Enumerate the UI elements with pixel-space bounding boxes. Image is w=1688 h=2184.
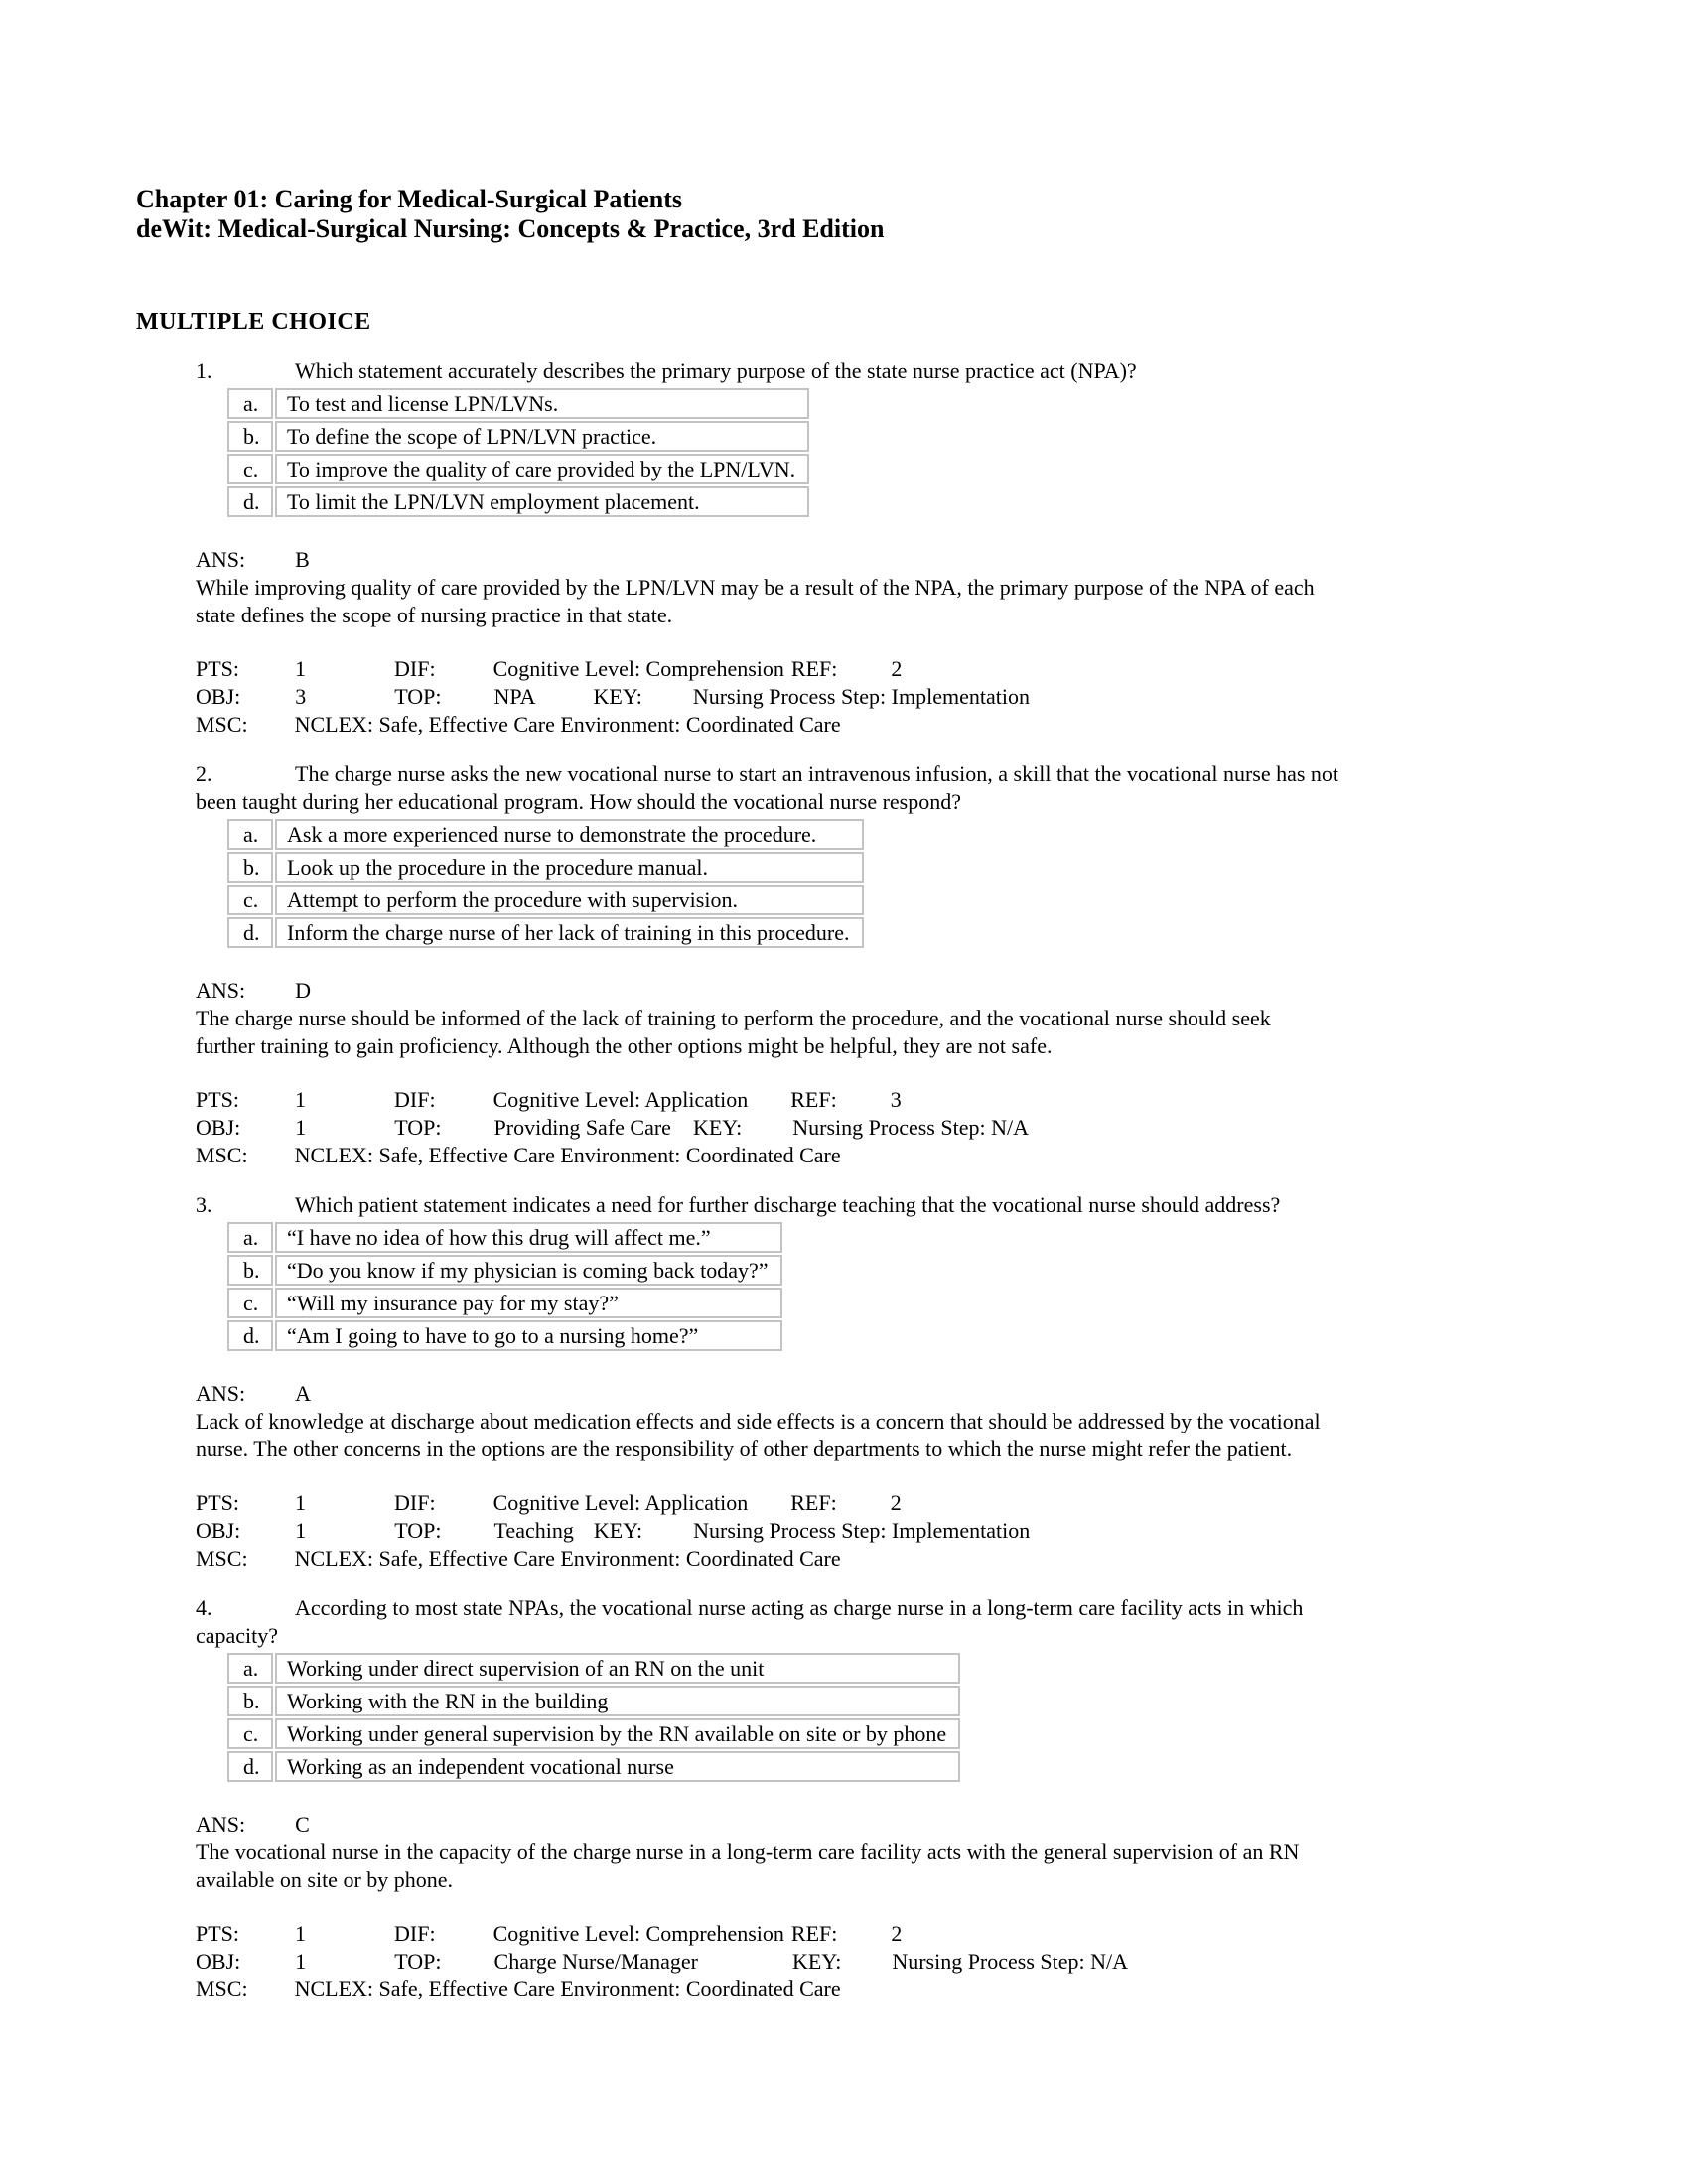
meta-value: Nursing Process Step: Implementation [692,684,1030,709]
question-text: Which statement accurately describes the primary purpose of the state nurse practice act (NPA)? [295,358,1137,383]
option-text: Inform the charge nurse of her lack of training in this procedure. [275,917,864,948]
option-text: To limit the LPN/LVN employment placement. [275,486,809,517]
option-row [227,819,864,850]
rationale [196,1005,1549,1060]
meta-block [196,1086,1549,1169]
meta-label: TOP: [394,1115,442,1140]
section-heading: MULTIPLE CHOICE [136,309,371,335]
option-row [227,421,809,452]
option-text: “I have no idea of how this drug will affect me.” [275,1222,782,1253]
meta-label: MSC: [196,1143,248,1167]
rationale-line: The vocational nurse in the capacity of the charge nurse in a long-term care facility acts with the general supervision of an RN [196,1840,1300,1864]
meta-line [196,1948,1549,1976]
meta-label: PTS: [196,1921,240,1946]
meta-label: DIF: [394,1087,436,1112]
answer-line [196,546,1549,574]
meta-line [196,683,1549,711]
meta-block [196,1920,1549,2003]
rationale-line: The charge nurse should be informed of the lack of training to perform the procedure, and the vocational nurse should seek [196,1006,1271,1030]
meta-label: KEY: [692,1115,743,1140]
option-letter: c. [227,1718,273,1749]
question-wrapped-lines [196,1622,1549,1650]
meta-label: KEY: [792,1949,842,1974]
answer-label: ANS: [196,978,246,1003]
option-row [227,1751,960,1782]
question-text: The charge nurse asks the new vocational nurse to start an intravenous infusion, a skill that the vocational nurse has not [295,761,1339,786]
option-letter: c. [227,885,273,915]
meta-label: OBJ: [196,1949,241,1974]
option-row [227,1653,960,1684]
options-table [225,1651,962,1784]
answer-label: ANS: [196,1812,246,1837]
option-text: To test and license LPN/LVNs. [275,388,809,419]
question-block [196,357,1549,739]
meta-label: MSC: [196,1546,248,1570]
meta-value: Teaching [493,1518,574,1543]
option-text: Ask a more experienced nurse to demonstrate the procedure. [275,819,864,850]
option-letter: b. [227,1255,273,1286]
option-letter: c. [227,1288,273,1318]
question-first-line [196,1191,1549,1219]
meta-value: NCLEX: Safe, Effective Care Environment: Coordinated Care [294,1977,841,2001]
question-first-line [196,1594,1549,1622]
option-text: Working with the RN in the building [275,1686,960,1716]
meta-label: DIF: [394,1921,436,1946]
answer-value: A [295,1381,312,1406]
question-number: 4. [196,1595,212,1620]
answer-label: ANS: [196,547,246,572]
option-row [227,917,864,948]
rationale-line: Lack of knowledge at discharge about medication effects and side effects is a concern that should be addressed by the vocational [196,1409,1321,1433]
rationale [196,1839,1549,1894]
option-row [227,1718,960,1749]
meta-value: 2 [891,656,903,681]
meta-label: REF: [790,656,838,681]
meta-value: Cognitive Level: Comprehension [492,656,784,681]
meta-label: PTS: [196,1087,240,1112]
question-first-line [196,357,1549,385]
option-text: Working as an independent vocational nurse [275,1751,960,1782]
meta-value: Nursing Process Step: Implementation [693,1518,1031,1543]
meta-label: REF: [790,1087,837,1112]
option-text: “Am I going to have to go to a nursing home?” [275,1320,782,1351]
option-row [227,454,809,484]
answer-value: D [295,978,312,1003]
meta-block [196,1489,1549,1572]
option-letter: d. [227,1320,273,1351]
option-row [227,1320,782,1351]
answer-value: B [295,547,310,572]
option-letter: a. [227,1653,273,1684]
options-table [225,817,866,950]
option-row [227,885,864,915]
answer-block [196,1811,1549,1894]
chapter-title: Chapter 01: Caring for Medical-Surgical Patients [136,185,683,213]
question-text-line: been taught during her educational program. How should the vocational nurse respond? [196,789,961,814]
meta-value: Cognitive Level: Application [492,1087,749,1112]
meta-value: NCLEX: Safe, Effective Care Environment: Coordinated Care [294,1143,841,1167]
meta-label: MSC: [196,712,248,737]
meta-value: 1 [295,1518,307,1543]
question-wrapped-lines [196,788,1549,816]
book-title: deWit: Medical-Surgical Nursing: Concepts & Practice, 3rd Edition [136,214,885,243]
meta-label: KEY: [593,1518,643,1543]
option-text: “Do you know if my physician is coming back today?” [275,1255,782,1286]
meta-label: OBJ: [196,1115,241,1140]
option-row [227,388,809,419]
rationale-line: state defines the scope of nursing practice in that state. [196,603,673,627]
option-text: Working under general supervision by the RN available on site or by phone [275,1718,960,1749]
rationale-line: While improving quality of care provided by the LPN/LVN may be a result of the NPA, the primary purpose of the NPA of each [196,575,1315,600]
option-letter: a. [227,819,273,850]
question-text: According to most state NPAs, the vocational nurse acting as charge nurse in a long-term care facility acts in which [295,1595,1304,1620]
option-letter: a. [227,388,273,419]
meta-value: Cognitive Level: Application [492,1490,749,1515]
answer-block [196,1380,1549,1463]
option-letter: a. [227,1222,273,1253]
answer-value: C [295,1812,310,1837]
option-row [227,486,809,517]
meta-line [196,711,1549,739]
meta-value: 1 [295,1949,307,1974]
meta-label: PTS: [196,1490,240,1515]
meta-value: Providing Safe Care [493,1115,671,1140]
meta-value: 1 [295,1921,307,1946]
question-number: 3. [196,1192,212,1217]
meta-label: KEY: [593,684,642,709]
meta-line [196,1976,1549,2003]
meta-line [196,1114,1549,1142]
answer-line [196,1811,1549,1839]
meta-line [196,1489,1549,1517]
answer-line [196,977,1549,1005]
meta-value: Nursing Process Step: N/A [792,1115,1029,1140]
option-row [227,852,864,883]
meta-value: 1 [295,1115,307,1140]
rationale [196,1408,1549,1463]
rationale-line: nurse. The other concerns in the options are the responsibility of other departments to which the nurse might refer the patient. [196,1436,1293,1461]
meta-label: TOP: [394,684,442,709]
question-block [196,1191,1549,1572]
questions-list [136,357,1549,2003]
answer-line [196,1380,1549,1408]
question-first-line [196,760,1549,788]
option-row [227,1255,782,1286]
meta-value: 1 [295,656,307,681]
meta-label: REF: [790,1921,838,1946]
option-letter: d. [227,917,273,948]
options-table [225,1220,784,1353]
answer-label: ANS: [196,1381,246,1406]
question-text-line: capacity? [196,1623,279,1648]
meta-block [196,655,1549,739]
rationale [196,574,1549,629]
meta-value: NPA [493,684,536,709]
meta-value: 1 [295,1087,307,1112]
option-text: To define the scope of LPN/LVN practice. [275,421,809,452]
question-number: 1. [196,358,212,383]
meta-line [196,1920,1549,1948]
question-block [196,760,1549,1169]
meta-line [196,1086,1549,1114]
option-letter: d. [227,1751,273,1782]
option-text: Look up the procedure in the procedure manual. [275,852,864,883]
option-text: To improve the quality of care provided by the LPN/LVN. [275,454,809,484]
meta-value: 2 [890,1490,902,1515]
option-text: “Will my insurance pay for my stay?” [275,1288,782,1318]
meta-label: PTS: [196,656,240,681]
meta-line [196,655,1549,683]
options-table [225,386,811,519]
meta-label: TOP: [394,1518,442,1543]
meta-label: TOP: [394,1949,442,1974]
question-block [196,1594,1549,2003]
meta-line [196,1545,1549,1572]
meta-value: NCLEX: Safe, Effective Care Environment: Coordinated Care [294,1546,841,1570]
meta-label: OBJ: [196,1518,241,1543]
meta-value: Nursing Process Step: N/A [892,1949,1129,1974]
meta-value: 2 [891,1921,903,1946]
option-row [227,1288,782,1318]
option-letter: c. [227,454,273,484]
meta-value: 1 [295,1490,307,1515]
meta-value: 3 [295,684,307,709]
option-letter: b. [227,421,273,452]
option-text: Working under direct supervision of an RN on the unit [275,1653,960,1684]
option-text: Attempt to perform the procedure with supervision. [275,885,864,915]
meta-label: OBJ: [196,684,241,709]
meta-label: DIF: [394,656,436,681]
meta-value: 3 [890,1087,902,1112]
rationale-line: available on site or by phone. [196,1867,454,1892]
meta-label: MSC: [196,1977,248,2001]
meta-label: REF: [790,1490,837,1515]
meta-value: Cognitive Level: Comprehension [492,1921,784,1946]
meta-label: DIF: [394,1490,436,1515]
option-letter: b. [227,852,273,883]
option-row [227,1686,960,1716]
meta-value: Charge Nurse/Manager [493,1949,698,1974]
document-header [136,185,1549,244]
answer-block [196,546,1549,629]
meta-value: NCLEX: Safe, Effective Care Environment: Coordinated Care [294,712,841,737]
option-row [227,1222,782,1253]
meta-line [196,1142,1549,1169]
option-letter: b. [227,1686,273,1716]
rationale-line: further training to gain proficiency. Although the other options might be helpful, they are not safe. [196,1033,1053,1058]
answer-block [196,977,1549,1060]
meta-line [196,1517,1549,1545]
question-number: 2. [196,761,212,786]
question-text: Which patient statement indicates a need for further discharge teaching that the vocational nurse should address? [295,1192,1281,1217]
option-letter: d. [227,486,273,517]
